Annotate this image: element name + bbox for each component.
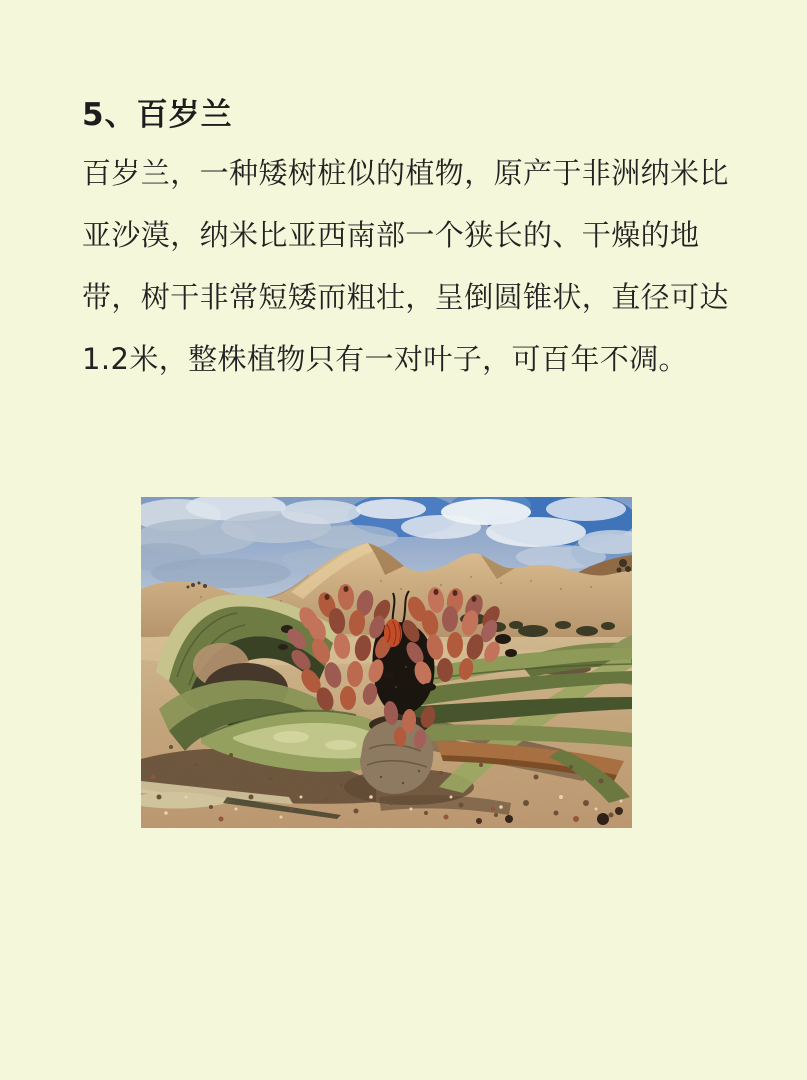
section-heading: 5、百岁兰: [82, 97, 233, 133]
welwitschia-photo: [141, 497, 632, 828]
desert-scene: [141, 497, 632, 828]
description-paragraph: 百岁兰，一种矮树桩似的植物，原产于非洲纳米比亚沙漠，纳米比亚西南部一个狭长的、干燥的地带，树干非常短矮而粗壮，呈倒圆锥状，直径可达1.2米，整株植物只有一对叶子，可百年不凋。: [82, 156, 729, 376]
trunk-base: [360, 715, 433, 794]
